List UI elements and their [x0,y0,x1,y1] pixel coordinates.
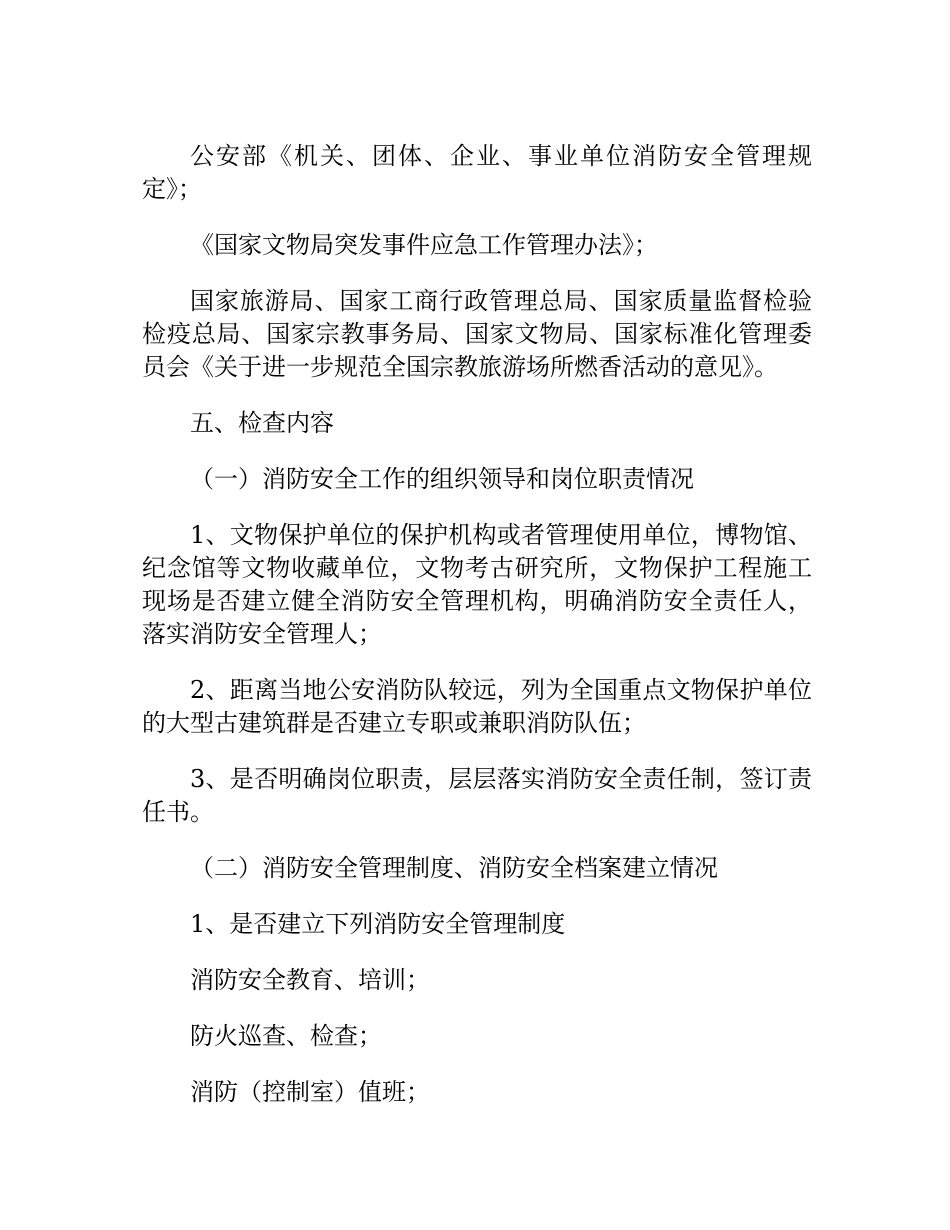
paragraph-regulation-public-security: 公安部《机关、团体、企业、事业单位消防安全管理规定》； [142,142,812,203]
document-body [142,140,812,1132]
list-item-management-agency: 1、文物保护单位的保护机构或者管理使用单位，博物馆、纪念馆等文物收藏单位，文物考古研究所，文物保护工程施工现场是否建立健全消防安全管理机构，明确消防安全责任人，落实消防安全管理人； [142,521,812,648]
list-item-duty: 消防（控制室）值班； [190,1078,430,1106]
subsection-heading-organization: （一）消防安全工作的组织领导和岗位职责情况 [190,465,694,493]
list-item-patrol: 防火巡查、检查； [190,1022,382,1050]
list-item-fire-brigade: 2、距离当地公安消防队较远，列为全国重点文物保护单位的大型古建筑群是否建立专职或兼职消防队伍； [142,676,812,737]
subsection-heading-management-system: （二）消防安全管理制度、消防安全档案建立情况 [190,854,718,882]
paragraph-regulation-incense-opinion: 国家旅游局、国家工商行政管理总局、国家质量监督检验检疫总局、国家宗教事务局、国家文物局、国家标准化管理委员会《关于进一步规范全国宗教旅游场所燃香活动的意见》。 [142,287,812,381]
list-item-systems: 1、是否建立下列消防安全管理制度 [190,910,566,938]
list-item-responsibility: 3、是否明确岗位职责，层层落实消防安全责任制，签订责任书。 [142,765,812,826]
section-heading-inspection-content: 五、检查内容 [190,409,334,437]
list-item-education: 消防安全教育、培训； [190,966,430,994]
paragraph-regulation-cultural-relics-emergency: 《国家文物局突发事件应急工作管理办法》； [190,231,658,259]
